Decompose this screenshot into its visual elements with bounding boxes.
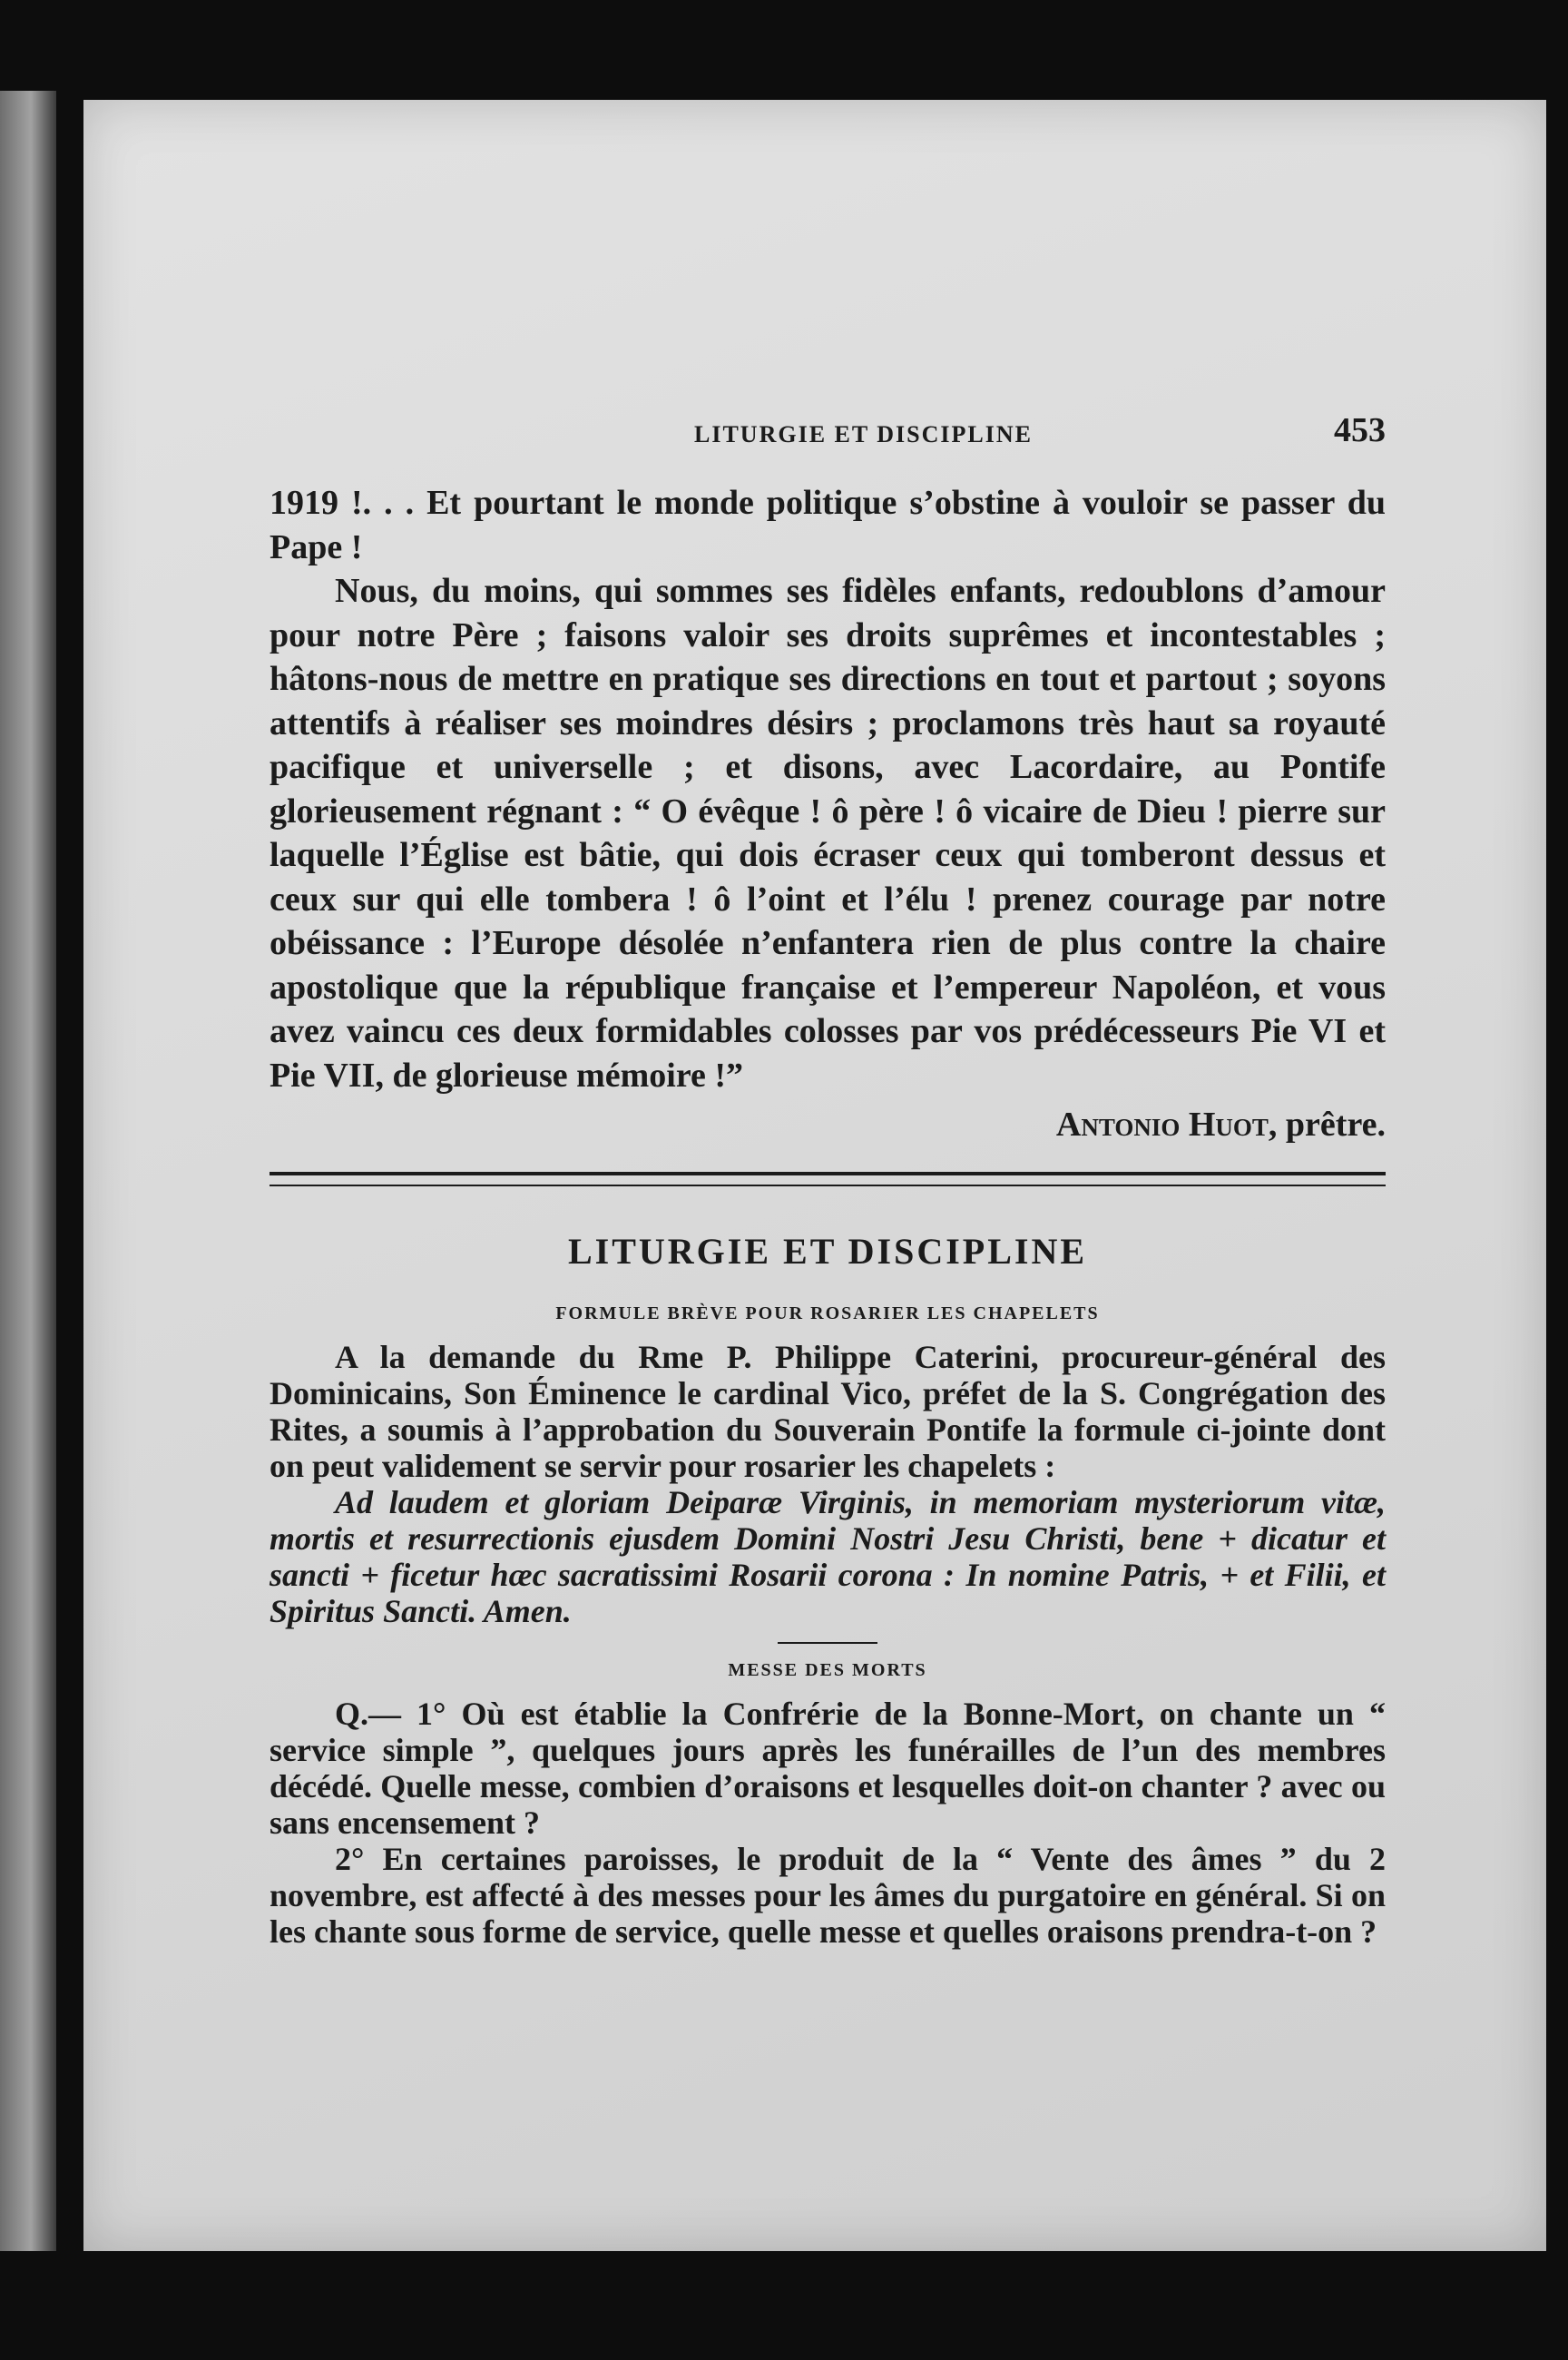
running-title: LITURGIE ET DISCIPLINE <box>694 421 1033 447</box>
question-paragraph: Q.— 1° Où est établie la Confrérie de la Bonne-Mort, on chante un “ service simple ”, quelques jours après les funérailles de l’un des membres décédé. Quelle messe, combien d’oraisons et lesquelles doit-on chanter ? avec ou sans encensement ? <box>270 1696 1386 1841</box>
section-title: LITURGIE ET DISCIPLINE <box>567 1231 1088 1272</box>
paragraph: 1919 !. . . Et pourtant le monde politique s’obstine à vouloir se passer du Pape ! <box>270 484 1386 566</box>
subsection-heading: FORMULE BRÈVE POUR ROSARIER LES CHAPELETS <box>555 1303 1100 1323</box>
subsection-heading: MESSE DES MORTS <box>728 1660 927 1680</box>
subsection-divider <box>778 1642 877 1644</box>
subsection-text: A la demande du Rme P. Philippe Caterini, procureur-général des Dominicains, Son Éminence le cardinal Vico, préfet de la S. Congrégation des Rites, a soumis à l’approbation du Souverain Pontife la formule ci-jointe dont on peut validement se servir pour rosarier les chapelets : <box>270 1339 1386 1484</box>
section-divider <box>270 1172 1386 1186</box>
page-content <box>270 408 1386 1950</box>
author-title: , prêtre. <box>1268 1106 1386 1144</box>
latin-formula: Ad laudem et gloriam Deiparæ Virginis, in memoriam mysteriorum vitæ, mortis et resurrectionis ejusdem Domini Nostri Jesu Christi, bene + dicatur et sancti + ficetur hæc sacratissimi Rosarii corona : In nomine Patris, + et Filii, et Spiritus Sancti. Amen. <box>270 1484 1386 1629</box>
previous-page-edge <box>0 91 56 2251</box>
author-name: Antonio Huot <box>1055 1106 1269 1144</box>
page-number: 453 <box>1334 411 1386 449</box>
paragraph: Nous, du moins, qui sommes ses fidèles enfants, redoublons d’amour pour notre Père ; faisons valoir ses droits suprêmes et incontestables ; hâtons-nous de mettre en pratique ses directions en tout et partout ; soyons attentifs à réaliser ses moindres désirs ; proclamons très haut sa royauté pacifique et universelle ; et disons, avec Lacordaire, au Pontife glorieusement régnant : “ O évêque ! ô père ! ô vicaire de Dieu ! pierre sur laquelle l’Église est bâtie, qui dois écraser ceux qui tomberont dessus et ceux sur qui elle tombera ! ô l’oint et l’élu ! prenez courage par notre obéissance : l’Europe désolée n’enfantera rien de plus contre la chaire apostolique que la république française et l’empereur Napoléon, et vous avez vaincu ces deux formidables colosses par vos prédécesseurs Pie VI et Pie VII, de glorieuse mémoire !” <box>270 572 1386 1095</box>
author-signature <box>270 1099 1386 1150</box>
running-head <box>270 408 1386 463</box>
question-paragraph: 2° En certaines paroisses, le produit de la “ Vente des âmes ” du 2 novembre, est affecté à des messes pour les âmes du purgatoire en général. Si on les chante sous forme de service, quelle messe et quelles oraisons prendra-t-on ? <box>270 1841 1386 1950</box>
article-ending <box>270 481 1386 1150</box>
book-page <box>83 100 1546 2251</box>
